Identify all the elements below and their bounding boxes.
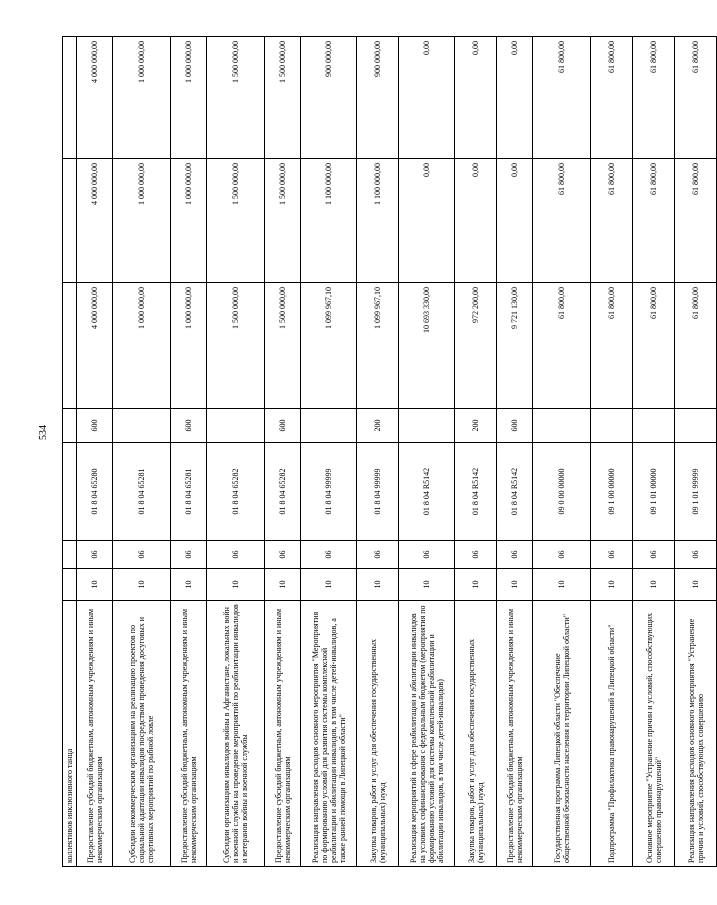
cell-expense-type [207,409,265,443]
cell-amount-2: 0,00 [399,159,455,283]
cell-section: 10 [301,569,357,601]
cell-amount-2: 61 800,00 [633,159,675,283]
cell-section: 10 [533,569,591,601]
cell-amount-3: 61 800,00 [675,37,717,159]
cell-expense-type: 600 [77,409,113,443]
table-row [633,37,675,867]
cell-amount-1: 1 000 000,00 [171,283,207,409]
cell-subsection: 06 [265,541,301,569]
cell-name: Реализация мероприятий в сфере реабилитации и абилитации инвалидов на условиях софинансирования с федеральным бюджетом (мероприятия по формированию условий для системы комплексной реабилитации и абилитации инвалидов, в том числе детей-инвалидов) [399,601,455,867]
cell-amount-2: 61 800,00 [675,159,717,283]
cell-target-code: 01 8 04 R5142 [399,443,455,541]
cell-target-code: 01 8 04 65282 [207,443,265,541]
cell-amount-1: 1 500 000,00 [265,283,301,409]
cell-target-code: 09 1 00 00000 [591,443,633,541]
cell-name: Закупка товаров, работ и услуг для обеспечения государственных (муниципальных) нужд [455,601,497,867]
cell-subsection: 06 [633,541,675,569]
cell-target-code: 01 8 04 99999 [301,443,357,541]
cell-amount-2: 0,00 [455,159,497,283]
cell-expense-type: 600 [265,409,301,443]
cell-name: Государственная программа Липецкой области "Обеспечение общественной безопасности населения и территории Липецкой области" [533,601,591,867]
cell-amount-2: 1 000 000,00 [171,159,207,283]
cell-subsection: 06 [207,541,265,569]
budget-table [62,36,717,867]
cell-amount-2: 1 100 000,00 [357,159,399,283]
cell-subsection: 06 [675,541,717,569]
cell-section: 10 [77,569,113,601]
cell-amount-1: 1 099 967,10 [301,283,357,409]
cell-subsection: 06 [591,541,633,569]
page-number: 534 [38,425,49,440]
cell-expense-type [301,409,357,443]
cell-subsection: 06 [171,541,207,569]
cell-amount-2: 1 500 000,00 [207,159,265,283]
cell-amount-2: 4 000 000,00 [77,159,113,283]
cell-section: 10 [591,569,633,601]
cell-amount-3: 1 000 000,00 [113,37,171,159]
table-row [497,37,533,867]
cell-amount-2: 61 800,00 [591,159,633,283]
cell-amount-3: 1 500 000,00 [207,37,265,159]
cell-subsection: 06 [399,541,455,569]
cell-amount-3: 61 800,00 [591,37,633,159]
cell-target-code: 01 8 04 65281 [171,443,207,541]
cell-target-code: 09 1 01 99999 [675,443,717,541]
cell-target-code: 09 1 01 00000 [633,443,675,541]
cell-amount-1: 61 800,00 [675,283,717,409]
table-row [455,37,497,867]
table-row [357,37,399,867]
cell-name: Субсидии организациям инвалидов войны в Афганистане, локальных войн и военной службы на проведение мероприятий по реабилитации инвалидов и ветеранов войны и военной службы [207,601,265,867]
cell-target-code: 01 8 04 99999 [357,443,399,541]
cell-expense-type [533,409,591,443]
cell-subsection: 06 [533,541,591,569]
cell-name: Подпрограмма "Профилактика правонарушений в Липецкой области" [591,601,633,867]
table-row [675,37,717,867]
cell-amount-3: 4 000 000,00 [77,37,113,159]
cell-name: Реализация направления расходов основного мероприятия "Устранение причин и условий, способствующих совершению [675,601,717,867]
cell-section: 10 [265,569,301,601]
cell-target-code: 01 8 04 65282 [265,443,301,541]
cell-expense-type: 200 [455,409,497,443]
cell-amount-3: 61 800,00 [533,37,591,159]
cell-expense-type [675,409,717,443]
cell-target-code: 01 8 04 R5142 [497,443,533,541]
cell-amount-2: 1 500 000,00 [265,159,301,283]
cell-target-code: 01 8 04 65281 [113,443,171,541]
table-row [301,37,357,867]
table-row [399,37,455,867]
cell-name: Предоставление субсидий бюджетным, автономным учреждениям и иным некоммерческим организациям [77,601,113,867]
cell-subsection: 06 [497,541,533,569]
table-row [533,37,591,867]
cell-amount-3: 61 800,00 [633,37,675,159]
cell-expense-type [399,409,455,443]
cell-amount-2: 0,00 [497,159,533,283]
cell-name: Предоставление субсидий бюджетным, автономным учреждениям и иным некоммерческим организациям [497,601,533,867]
cell-amount-3: 0,00 [399,37,455,159]
cell-target-code: 01 8 04 65280 [77,443,113,541]
cell-name: Субсидии некоммерческим организациям на реализацию проектов по социальной адаптации инвалидов посредством проведения досуговых и спортивных мероприятий по рыбной ловле [113,601,171,867]
cell-section: 10 [399,569,455,601]
cell-name: Закупка товаров, работ и услуг для обеспечения государственных (муниципальных) нужд [357,601,399,867]
cell-section: 10 [497,569,533,601]
table-row [591,37,633,867]
cell-amount-1: 972 200,00 [455,283,497,409]
cell-target-code: 01 8 04 R5142 [455,443,497,541]
cell-name: коллективов инклюзивного танца [63,601,77,867]
cell-subsection: 06 [357,541,399,569]
cell-amount-1: 61 800,00 [633,283,675,409]
cell-amount-3: 900 000,00 [357,37,399,159]
cell-amount-3: 0,00 [455,37,497,159]
cell-amount-1: 9 721 130,00 [497,283,533,409]
cell-amount-1: 61 800,00 [533,283,591,409]
rotated-page [62,37,705,867]
cell-section: 10 [113,569,171,601]
cell-expense-type: 600 [171,409,207,443]
cell-name: Основное мероприятие "Устранение причин и условий, способствующих совершению правонарушений" [633,601,675,867]
cell-name: Реализация направления расходов основного мероприятия "Мероприятия по формированию условий для развития системы комплексной реабилитации и абилитации инвалидов, в том числе детей-инвалидов, а также ранней помощи в Липецкой области" [301,601,357,867]
cell-section: 10 [675,569,717,601]
cell-amount-1: 10 693 330,00 [399,283,455,409]
cell-expense-type [113,409,171,443]
cell-expense-type: 600 [497,409,533,443]
table-row [63,37,77,867]
cell-section: 10 [357,569,399,601]
cell-subsection: 06 [301,541,357,569]
cell-amount-3: 0,00 [497,37,533,159]
cell-amount-3: 900 000,00 [301,37,357,159]
cell-subsection: 06 [77,541,113,569]
cell-amount-3: 1 000 000,00 [171,37,207,159]
cell-amount-1: 1 500 000,00 [207,283,265,409]
cell-name: Предоставление субсидий бюджетным, автономным учреждениям и иным некоммерческим организациям [171,601,207,867]
table-row [113,37,171,867]
cell-amount-1: 1 000 000,00 [113,283,171,409]
cell-expense-type [591,409,633,443]
cell-amount-2: 1 100 000,00 [301,159,357,283]
cell-name: Предоставление субсидий бюджетным, автономным учреждениям и иным некоммерческим организациям [265,601,301,867]
table-body [63,37,717,867]
cell-expense-type: 200 [357,409,399,443]
cell-subsection: 06 [113,541,171,569]
cell-amount-1: 61 800,00 [591,283,633,409]
cell-amount-1: 1 099 967,10 [357,283,399,409]
table-row [77,37,113,867]
cell-subsection: 06 [455,541,497,569]
cell-section: 10 [633,569,675,601]
cell-section: 10 [455,569,497,601]
cell-expense-type [633,409,675,443]
cell-target-code: 09 0 00 00000 [533,443,591,541]
cell-amount-2: 1 000 000,00 [113,159,171,283]
table-row [207,37,265,867]
cell-amount-1: 4 000 000,00 [77,283,113,409]
cell-amount-2: 61 800,00 [533,159,591,283]
cell-section: 10 [171,569,207,601]
cell-amount-3: 1 500 000,00 [265,37,301,159]
cell-section: 10 [207,569,265,601]
table-row [265,37,301,867]
table-row [171,37,207,867]
